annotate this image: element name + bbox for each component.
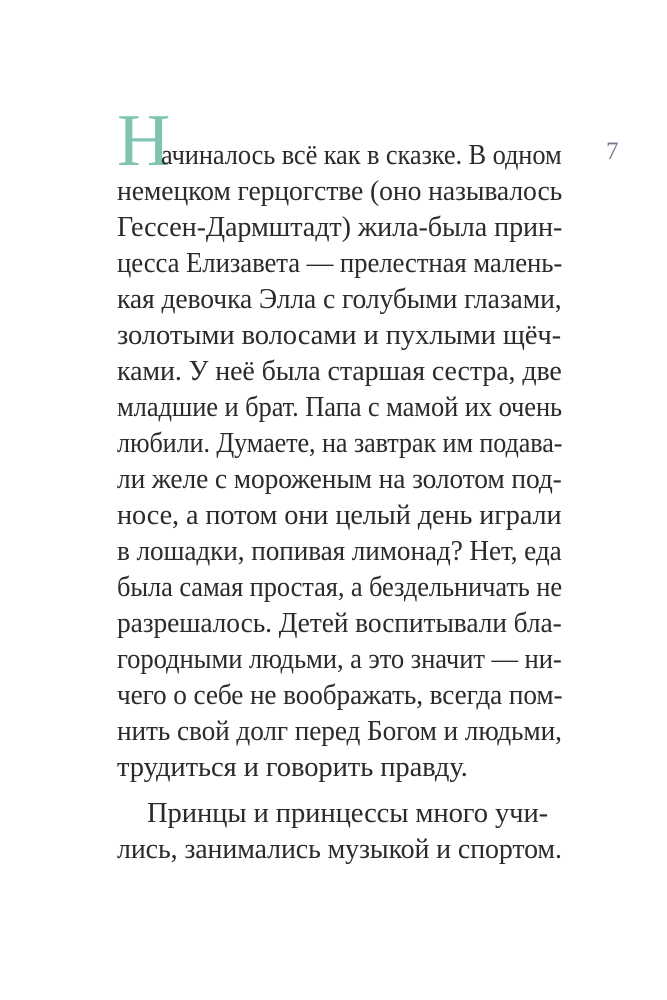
text-line: городными людьми, а это значит — ни- [117,644,562,675]
page-number: 7 [606,138,619,165]
text-line: в лошадки, попивая лимонад? Нет, еда [117,536,562,567]
text-line: ачиналось всё как в сказке. В одном [161,140,562,171]
text-line: цесса Елизавета — прелестная малень- [117,248,563,279]
text-line: Принцы и принцессы много учи- [147,798,549,829]
text-line: любили. Думаете, на завтрак им подава- [117,428,563,459]
text-line: младшие и брат. Папа с мамой их очень [117,392,563,423]
text-line: разрешалось. Детей воспитывали бла- [117,608,562,639]
text-line: была самая простая, а бездельничать не [117,572,562,603]
drop-cap: Н [117,100,171,182]
text-line: Гессен-Дармштадт) жила-была прин- [117,212,563,243]
text-line: золотыми волосами и пухлыми щёч- [117,320,562,351]
text-line: ками. У неё была старшая сестра, две [117,356,562,387]
text-line: трудиться и говорить правду. [117,752,468,783]
text-line: немецком герцогстве (оно называлось [117,176,563,207]
text-line: ли желе с мороженым на золотом под- [117,464,562,495]
text-line: чего о себе не воображать, всегда пом- [117,680,563,711]
text-line: нить свой долг перед Богом и людьми, [117,716,562,747]
text-line: кая девочка Элла с голубыми глазами, [117,284,562,315]
text-line: лись, занимались музыкой и спортом. [117,834,562,865]
text-line: носе, а потом они целый день играли [117,500,562,531]
